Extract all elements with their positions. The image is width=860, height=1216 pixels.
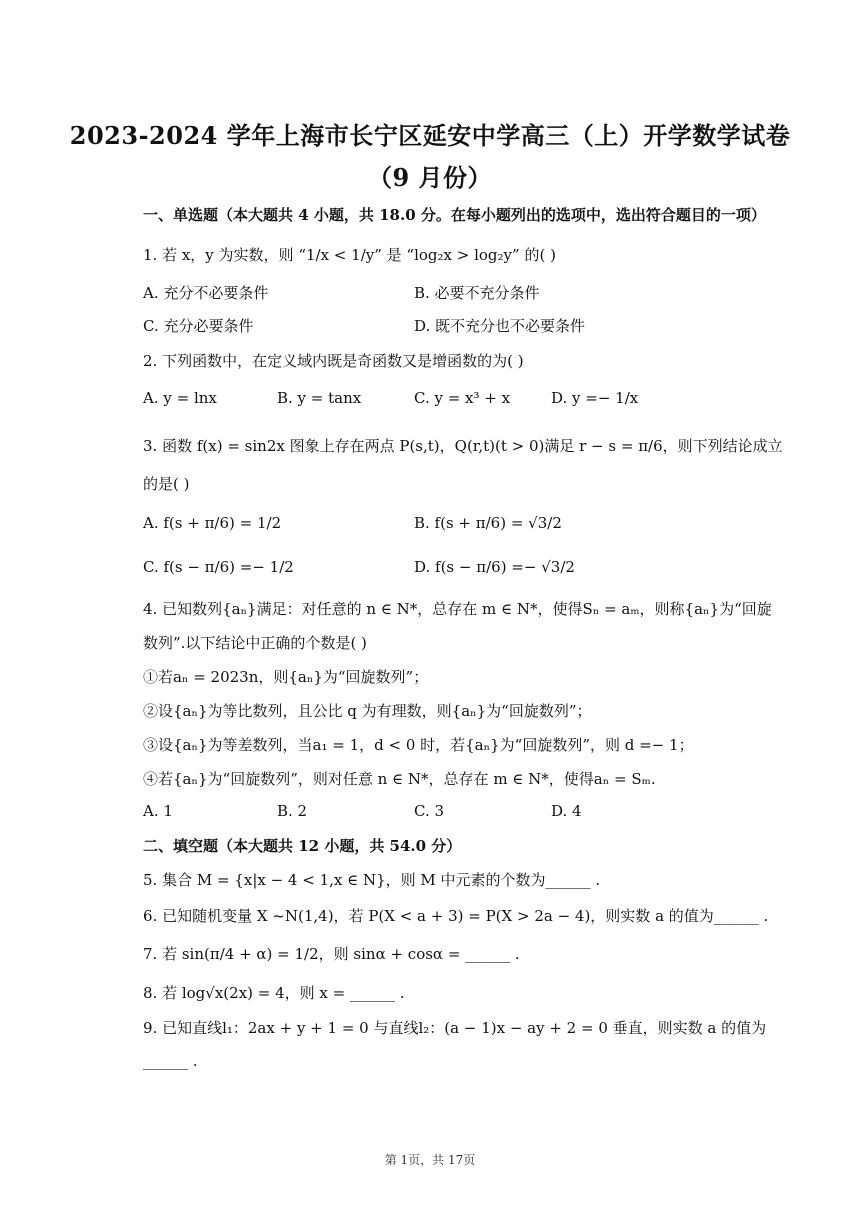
question-3-option-d: D. f(s − π/6) =− √3/2 xyxy=(414,558,575,576)
question-2-option-b: B. y = tanx xyxy=(277,389,362,407)
question-6: 6. 已知随机变量 X ~N(1,4)，若 P(X < a + 3) = P(X > 2a − 4)，则实数 a 的值为______ . xyxy=(143,907,769,925)
question-3-option-a: A. f(s + π/6) = 1/2 xyxy=(143,514,282,532)
question-2-stem: 2. 下列函数中，在定义域内既是奇函数又是增函数的为( ) xyxy=(143,352,524,370)
question-1-stem: 1. 若 x，y 为实数，则 “1/x < 1/y” 是 “log₂x > log₂y” 的( ) xyxy=(143,246,556,264)
exam-title: 2023-2024 学年上海市长宁区延安中学高三（上）开学数学试卷 xyxy=(69,121,791,150)
question-5: 5. 集合 M = {x|x − 4 < 1,x ∈ N}，则 M 中元素的个数为______ . xyxy=(143,871,601,889)
exam-subtitle: （9 月份） xyxy=(367,163,493,192)
question-2-option-d: D. y =− 1/x xyxy=(551,389,639,407)
question-4-statement-3: ③设{aₙ}为等差数列，当a₁ = 1，d < 0 时，若{aₙ}为“回旋数列”，则 d =− 1； xyxy=(143,736,694,754)
question-4-stem-line1: 4. 已知数列{aₙ}满足：对任意的 n ∈ N*，总存在 m ∈ N*，使得Sₙ = aₘ，则称{aₙ}为“回旋 xyxy=(143,600,772,618)
question-3-option-c: C. f(s − π/6) =− 1/2 xyxy=(143,558,294,576)
question-1-option-c: C. 充分必要条件 xyxy=(143,317,254,335)
question-4-statement-4: ④若{aₙ}为“回旋数列”，则对任意 n ∈ N*，总存在 m ∈ N*，使得aₙ = Sₘ. xyxy=(143,770,656,788)
question-3-stem-line2: 的是( ) xyxy=(143,475,190,493)
question-4-stem-line2: 数列”.以下结论中正确的个数是( ) xyxy=(143,634,367,652)
question-1-option-b: B. 必要不充分条件 xyxy=(414,284,540,302)
question-2-option-c: C. y = x³ + x xyxy=(414,389,511,407)
question-3-option-b: B. f(s + π/6) = √3/2 xyxy=(414,514,562,532)
question-4-statement-1: ①若aₙ = 2023n，则{aₙ}为“回旋数列”； xyxy=(143,668,429,686)
question-4-option-d: D. 4 xyxy=(551,802,582,820)
question-2-option-a: A. y = lnx xyxy=(143,389,217,407)
question-4-option-b: B. 2 xyxy=(277,802,308,820)
question-9-line1: 9. 已知直线l₁：2ax + y + 1 = 0 与直线l₂：(a − 1)x − ay + 2 = 0 垂直，则实数 a 的值为 xyxy=(143,1019,767,1037)
question-4-statement-2: ②设{aₙ}为等比数列，且公比 q 为有理数，则{aₙ}为“回旋数列”； xyxy=(143,702,592,720)
page-footer: 第 1页，共 17页 xyxy=(384,1153,476,1167)
section-heading-single-choice: 一、单选题（本大题共 4 小题，共 18.0 分。在每小题列出的选项中，选出符合题目的一项） xyxy=(143,206,766,224)
question-8: 8. 若 log√x(2x) = 4，则 x = ______ . xyxy=(143,984,405,1002)
question-3-stem-line1: 3. 函数 f(x) = sin2x 图象上存在两点 P(s,t)，Q(r,t)(t > 0)满足 r − s = π/6，则下列结论成立 xyxy=(143,437,783,455)
question-1-option-a: A. 充分不必要条件 xyxy=(143,284,269,302)
question-4-option-c: C. 3 xyxy=(414,802,445,820)
question-4-option-a: A. 1 xyxy=(143,802,173,820)
question-7: 7. 若 sin(π/4 + α) = 1/2，则 sinα + cosα = ______ . xyxy=(143,945,520,963)
section-heading-fill-in: 二、填空题（本大题共 12 小题，共 54.0 分） xyxy=(143,837,462,855)
question-9-line2: ______ . xyxy=(143,1052,198,1070)
question-1-option-d: D. 既不充分也不必要条件 xyxy=(414,317,586,335)
